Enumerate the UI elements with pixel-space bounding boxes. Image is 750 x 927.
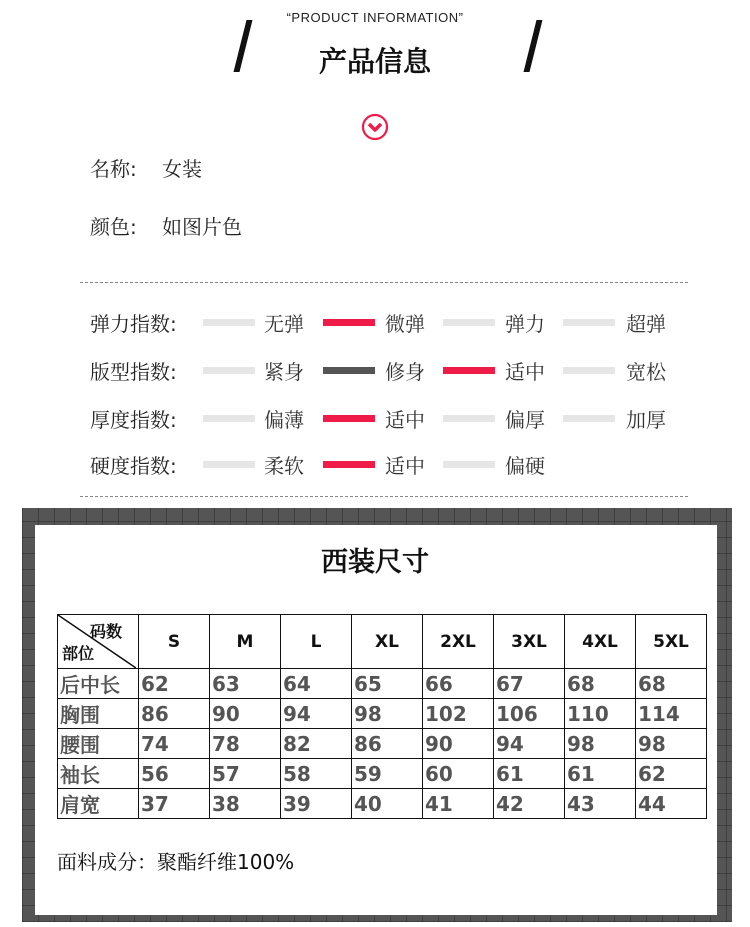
index-marker bbox=[443, 461, 495, 468]
table-cell: 90 bbox=[210, 699, 281, 729]
index-row bbox=[0, 308, 750, 338]
index-option: 微弹 bbox=[385, 312, 425, 336]
index-option: 适中 bbox=[385, 408, 425, 432]
table-cell: 94 bbox=[494, 729, 565, 759]
part-label: 袖长 bbox=[58, 759, 139, 789]
index-option: 偏硬 bbox=[505, 454, 545, 478]
index-marker bbox=[323, 367, 375, 374]
index-option: 加厚 bbox=[626, 408, 666, 432]
index-option: 超弹 bbox=[626, 312, 666, 336]
index-marker-selected bbox=[323, 319, 375, 326]
index-option: 无弹 bbox=[264, 312, 304, 336]
index-label: 弹力指数: bbox=[90, 312, 177, 336]
index-row bbox=[0, 404, 750, 434]
table-row bbox=[58, 759, 707, 789]
table-row bbox=[58, 789, 707, 819]
table-cell: 63 bbox=[210, 669, 281, 699]
info-row-color bbox=[90, 211, 242, 240]
table-cell: 110 bbox=[565, 699, 636, 729]
index-label: 硬度指数: bbox=[90, 454, 177, 478]
corner-part-label: 部位 bbox=[62, 644, 95, 663]
table-cell: 67 bbox=[494, 669, 565, 699]
index-row bbox=[0, 356, 750, 386]
size-header: 5XL bbox=[636, 615, 707, 669]
divider bbox=[80, 496, 688, 497]
table-cell: 86 bbox=[352, 729, 423, 759]
index-option: 偏厚 bbox=[505, 408, 545, 432]
index-option: 适中 bbox=[385, 454, 425, 478]
table-cell: 94 bbox=[281, 699, 352, 729]
size-header: XL bbox=[352, 615, 423, 669]
table-cell: 61 bbox=[494, 759, 565, 789]
info-label: 颜色: bbox=[90, 215, 137, 239]
corner-size-label: 码数 bbox=[89, 622, 122, 641]
table-cell: 59 bbox=[352, 759, 423, 789]
table-cell: 57 bbox=[210, 759, 281, 789]
table-cell: 38 bbox=[210, 789, 281, 819]
index-label: 版型指数: bbox=[90, 360, 177, 384]
part-label: 肩宽 bbox=[58, 789, 139, 819]
table-cell: 37 bbox=[139, 789, 210, 819]
size-header: 3XL bbox=[494, 615, 565, 669]
table-cell: 60 bbox=[423, 759, 494, 789]
index-marker-selected bbox=[443, 367, 495, 374]
table-corner-cell bbox=[58, 615, 139, 669]
index-option: 偏薄 bbox=[264, 408, 304, 432]
size-header: M bbox=[210, 615, 281, 669]
table-cell: 42 bbox=[494, 789, 565, 819]
table-cell: 66 bbox=[423, 669, 494, 699]
table-cell: 98 bbox=[565, 729, 636, 759]
table-row bbox=[58, 669, 707, 699]
table-cell: 44 bbox=[636, 789, 707, 819]
size-table bbox=[57, 614, 707, 819]
size-header: 4XL bbox=[565, 615, 636, 669]
page-title: 产品信息 bbox=[318, 45, 431, 78]
size-header: 2XL bbox=[423, 615, 494, 669]
index-marker bbox=[203, 461, 255, 468]
table-cell: 98 bbox=[636, 729, 707, 759]
divider bbox=[80, 282, 688, 283]
index-marker-selected bbox=[323, 415, 375, 422]
size-chart-title: 西装尺寸 bbox=[321, 547, 429, 578]
table-cell: 82 bbox=[281, 729, 352, 759]
table-cell: 40 bbox=[352, 789, 423, 819]
table-cell: 65 bbox=[352, 669, 423, 699]
table-cell: 62 bbox=[139, 669, 210, 699]
info-row-name bbox=[90, 153, 202, 182]
table-cell: 78 bbox=[210, 729, 281, 759]
table-cell: 43 bbox=[565, 789, 636, 819]
index-marker bbox=[563, 367, 615, 374]
part-label: 腰围 bbox=[58, 729, 139, 759]
table-cell: 41 bbox=[423, 789, 494, 819]
table-cell: 68 bbox=[565, 669, 636, 699]
index-marker bbox=[203, 415, 255, 422]
index-label: 厚度指数: bbox=[90, 408, 177, 432]
index-marker bbox=[443, 415, 495, 422]
index-marker bbox=[203, 367, 255, 374]
fabric-composition: 面料成分：聚酯纤维100% bbox=[57, 850, 295, 874]
index-marker bbox=[203, 319, 255, 326]
info-value: 如图片色 bbox=[162, 215, 242, 239]
table-cell: 61 bbox=[565, 759, 636, 789]
table-cell: 62 bbox=[636, 759, 707, 789]
table-row bbox=[58, 729, 707, 759]
info-value: 女装 bbox=[162, 157, 202, 181]
index-marker bbox=[563, 319, 615, 326]
index-option: 宽松 bbox=[626, 360, 666, 384]
table-cell: 74 bbox=[139, 729, 210, 759]
index-marker-selected bbox=[323, 461, 375, 468]
title-english: “PRODUCT INFORMATION” bbox=[286, 10, 464, 25]
size-header: L bbox=[281, 615, 352, 669]
part-label: 胸围 bbox=[58, 699, 139, 729]
table-cell: 64 bbox=[281, 669, 352, 699]
table-cell: 58 bbox=[281, 759, 352, 789]
table-cell: 68 bbox=[636, 669, 707, 699]
table-cell: 102 bbox=[423, 699, 494, 729]
index-row bbox=[0, 450, 750, 480]
table-row bbox=[58, 699, 707, 729]
table-cell: 86 bbox=[139, 699, 210, 729]
index-marker bbox=[443, 319, 495, 326]
table-cell: 90 bbox=[423, 729, 494, 759]
chevron-down-circle-icon bbox=[361, 113, 389, 141]
index-option: 弹力 bbox=[505, 312, 545, 336]
part-label: 后中长 bbox=[58, 669, 139, 699]
index-option: 柔软 bbox=[264, 454, 304, 478]
index-marker bbox=[563, 415, 615, 422]
index-option: 修身 bbox=[385, 360, 425, 384]
table-cell: 98 bbox=[352, 699, 423, 729]
table-cell: 39 bbox=[281, 789, 352, 819]
index-option: 紧身 bbox=[264, 360, 304, 384]
table-header-row bbox=[58, 615, 707, 669]
table-cell: 106 bbox=[494, 699, 565, 729]
index-option: 适中 bbox=[505, 360, 545, 384]
info-label: 名称: bbox=[90, 157, 137, 181]
table-cell: 56 bbox=[139, 759, 210, 789]
table-cell: 114 bbox=[636, 699, 707, 729]
size-header: S bbox=[139, 615, 210, 669]
